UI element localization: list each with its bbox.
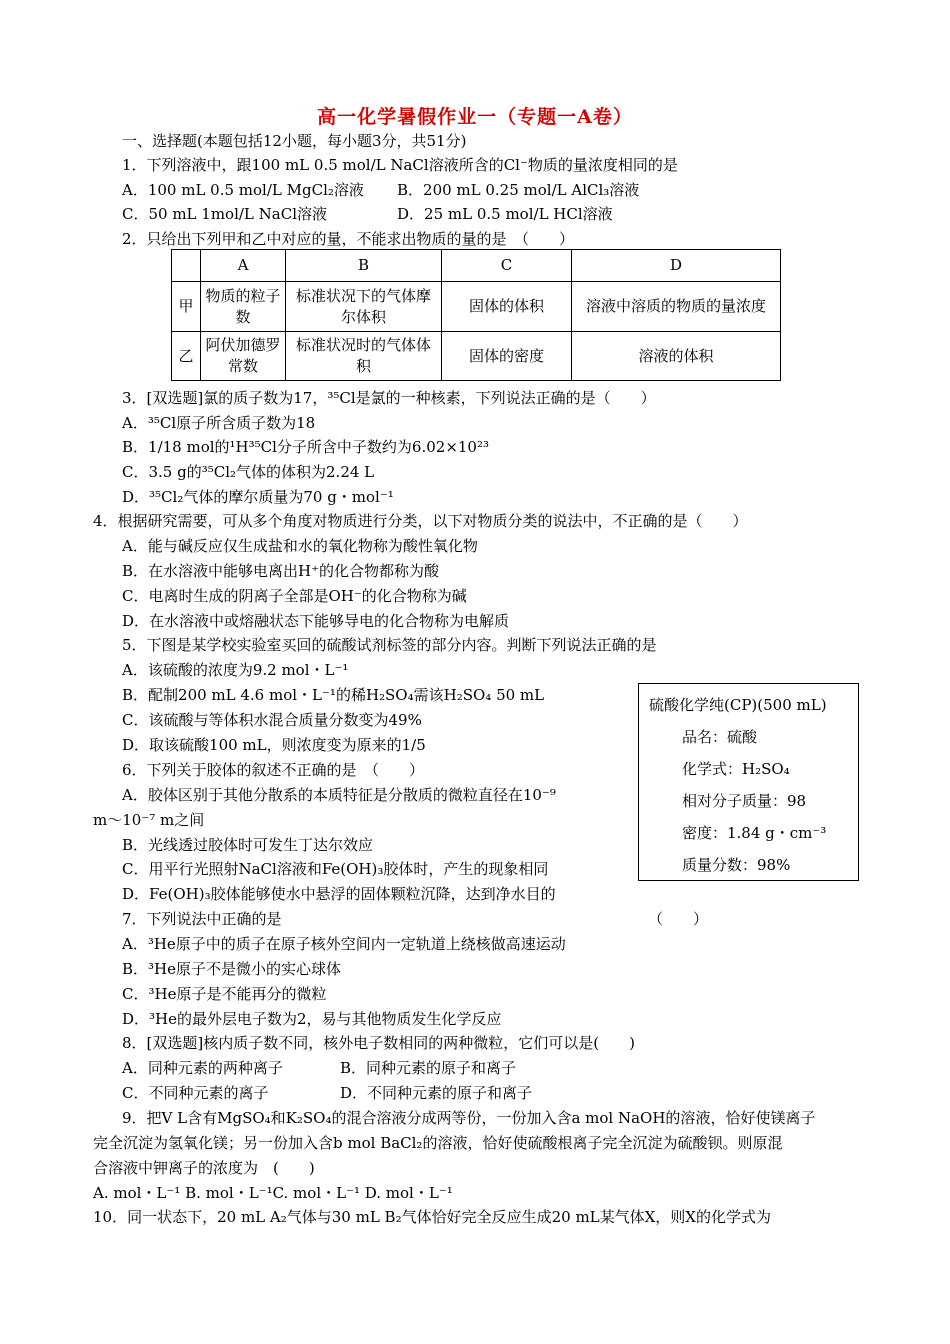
table-cell: 标准状况下的气体摩尔体积 xyxy=(286,282,442,332)
q5-option-a: A．该硫酸的浓度为9.2 mol・L⁻¹ xyxy=(122,661,349,679)
label-molar-mass: 相对分子质量：98 xyxy=(682,792,807,810)
q6-option-a-cont: m～10⁻⁷ m之间 xyxy=(93,811,205,829)
q9-stem-line2: 完全沉淀为氢氧化镁；另一份加入含b mol BaCl₂的溶液，恰好使硫酸根离子完全沉淀为硫酸钡。则原混 xyxy=(93,1134,783,1152)
label-name: 品名：硫酸 xyxy=(682,728,758,746)
q5-option-c: C．该硫酸与等体积水混合质量分数变为49% xyxy=(122,711,422,729)
q4-option-d: D．在水溶液中或熔融状态下能够导电的化合物称为电解质 xyxy=(122,612,510,630)
table-cell: 溶液中溶质的物质的量浓度 xyxy=(572,282,781,332)
q7-option-d: D．³He的最外层电子数为2，易与其他物质发生化学反应 xyxy=(122,1010,502,1028)
q8-option-a: A．同种元素的两种离子 xyxy=(122,1059,283,1077)
q4-option-b: B．在水溶液中能够电离出H⁺的化合物都称为酸 xyxy=(122,562,440,580)
table-cell: 乙 xyxy=(172,332,201,381)
q5-option-b: B．配制200 mL 4.6 mol・L⁻¹的稀H₂SO₄需该H₂SO₄ 50 mL xyxy=(122,686,545,704)
q9-options: A. mol・L⁻¹ B. mol・L⁻¹C. mol・L⁻¹ D. mol・L⁻¹ xyxy=(93,1184,453,1202)
label-formula: 化学式：H₂SO₄ xyxy=(682,760,790,778)
q6-option-b: B．光线透过胶体时可发生丁达尔效应 xyxy=(122,836,374,854)
table-cell: 标准状况时的气体体积 xyxy=(286,332,442,381)
table-cell: D xyxy=(572,250,781,282)
table-cell: 甲 xyxy=(172,282,201,332)
q3-stem: 3．[双选题]氯的质子数为17，³⁵Cl是氯的一种核素，下列说法正确的是（ ） xyxy=(122,389,656,407)
table-cell: A xyxy=(201,250,286,282)
label-title: 硫酸化学纯(CP)(500 mL) xyxy=(649,696,827,714)
q4-option-a: A．能与碱反应仅生成盐和水的氧化物称为酸性氧化物 xyxy=(122,537,478,555)
table-row xyxy=(172,282,781,332)
q1-option-a: A．100 mL 0.5 mol/L MgCl₂溶液 xyxy=(122,181,364,199)
q6-option-a: A．胶体区别于其他分散系的本质特征是分散质的微粒直径在10⁻⁹ xyxy=(122,786,556,804)
q9-stem-line1: 9．把V L含有MgSO₄和K₂SO₄的混合溶液分成两等份，一份加入含a mol NaOH的溶液，恰好使镁离子 xyxy=(122,1109,816,1127)
reagent-label-box xyxy=(638,683,859,881)
page-title: 高一化学暑假作业一（专题一A卷） xyxy=(317,106,633,128)
table-cell: C xyxy=(442,250,572,282)
table-cell: 固体的密度 xyxy=(442,332,572,381)
table-cell xyxy=(172,250,201,282)
q4-stem: 4．根据研究需要，可从多个角度对物质进行分类，以下对物质分类的说法中，不正确的是（ ） xyxy=(93,512,748,530)
q7-stem: 7．下列说法中正确的是 xyxy=(122,910,282,928)
q2-table xyxy=(171,249,781,381)
q3-option-c: C．3.5 g的³⁵Cl₂气体的体积为2.24 L xyxy=(122,463,375,481)
table-cell: B xyxy=(286,250,442,282)
q8-option-b: B．同种元素的原子和离子 xyxy=(340,1059,517,1077)
q2-stem: 2．只给出下列甲和乙中对应的量，不能求出物质的量的是 （ ） xyxy=(122,230,575,248)
q6-stem: 6．下列关于胶体的叙述不正确的是 （ ） xyxy=(122,761,425,779)
q7-option-c: C．³He原子是不能再分的微粒 xyxy=(122,985,327,1003)
q3-option-d: D．³⁵Cl₂气体的摩尔质量为70 g・mol⁻¹ xyxy=(122,488,394,506)
section-heading: 一、选择题(本题包括12小题，每小题3分，共51分) xyxy=(122,132,467,150)
table-cell: 固体的体积 xyxy=(442,282,572,332)
table-cell: 溶液的体积 xyxy=(572,332,781,381)
q7-option-b: B．³He原子不是微小的实心球体 xyxy=(122,960,341,978)
table-row xyxy=(172,332,781,381)
q3-option-b: B．1/18 mol的¹H³⁵Cl分子所含中子数约为6.02×10²³ xyxy=(122,438,490,456)
q1-option-d: D．25 mL 0.5 mol/L HCl溶液 xyxy=(397,205,613,223)
q8-option-d: D．不同种元素的原子和离子 xyxy=(340,1084,533,1102)
q3-option-a: A．³⁵Cl原子所含质子数为18 xyxy=(122,414,316,432)
q9-stem-line3: 合溶液中钾离子的浓度为 ( ) xyxy=(93,1159,315,1177)
q6-option-d: D．Fe(OH)₃胶体能够使水中悬浮的固体颗粒沉降，达到净水目的 xyxy=(122,885,556,903)
q5-stem: 5．下图是某学校实验室买回的硫酸试剂标签的部分内容。判断下列说法正确的是 xyxy=(122,636,657,654)
q4-option-c: C．电离时生成的阴离子全部是OH⁻的化合物称为碱 xyxy=(122,587,467,605)
table-cell: 物质的粒子数 xyxy=(201,282,286,332)
q10-stem: 10．同一状态下，20 mL A₂气体与30 mL B₂气体恰好完全反应生成20 mL某气体X，则X的化学式为 xyxy=(93,1208,771,1226)
q7-answer-paren: （ ） xyxy=(648,910,709,928)
q1-option-c: C．50 mL 1mol/L NaCl溶液 xyxy=(122,205,328,223)
table-cell: 阿伏加德罗常数 xyxy=(201,332,286,381)
label-mass-fraction: 质量分数：98% xyxy=(682,856,791,874)
q8-option-c: C．不同种元素的离子 xyxy=(122,1084,269,1102)
q6-option-c: C．用平行光照射NaCl溶液和Fe(OH)₃胶体时，产生的现象相同 xyxy=(122,860,549,878)
q8-stem: 8．[双选题]核内质子数不同，核外电子数相同的两种微粒，它们可以是( ) xyxy=(122,1034,635,1052)
q5-option-d: D．取该硫酸100 mL，则浓度变为原来的1/5 xyxy=(122,736,426,754)
label-density: 密度：1.84 g・cm⁻³ xyxy=(682,824,827,842)
q7-option-a: A．³He原子中的质子在原子核外空间内一定轨道上绕核做高速运动 xyxy=(122,935,566,953)
q1-stem: 1．下列溶液中，跟100 mL 0.5 mol/L NaCl溶液所含的Cl⁻物质的量浓度相同的是 xyxy=(122,156,678,174)
table-header-row xyxy=(172,250,781,282)
q1-option-b: B．200 mL 0.25 mol/L AlCl₃溶液 xyxy=(397,181,640,199)
